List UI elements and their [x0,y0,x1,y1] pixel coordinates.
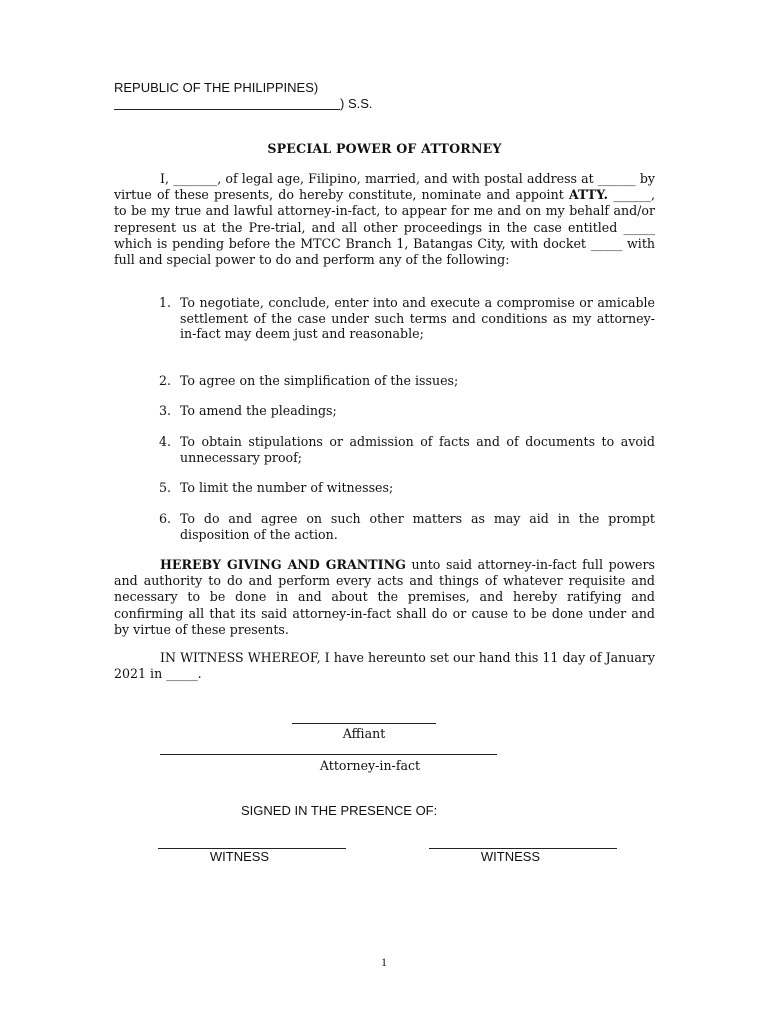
list-item-text: To do and agree on such other matters as may aid in the prompt disposition of the action. [180,511,655,542]
list-item-number: 2. [159,373,172,388]
witness-right-label: WITNESS [480,849,541,864]
intro-paragraph [114,171,655,268]
witness-left-label: WITNESS [209,849,270,864]
signed-presence-label: SIGNED IN THE PRESENCE OF: [241,803,438,818]
intro-atty: ATTY. [568,187,609,203]
list-item-number: 5. [159,480,172,495]
granting-text: unto said attorney-in-fact full powers and authority to do and perform every acts and things of whatever requisite and necessary to be done in and about the premises, and hereby ratifying and confirming all that its said attorney-in-fact shall do or cause to be done under and by virtue of these presents. [114,557,655,637]
list-item-text: To negotiate, conclude, enter into and execute a compromise or amicable settlement of the case under such terms and conditions as my attorney-in-fact may deem just and reasonable; [180,295,655,342]
intro-text-2: ______, to be my true and lawful attorney-in-fact, to appear for me and on my behalf and/or represent us at the Pre-trial, and all other proceedings in the case entitled _____ which is pending before the MTCC Branch 1, Batangas City, with docket _____ with full and special power to do and perform any of the following: [114,187,655,268]
list-item [159,480,655,496]
header-republic: REPUBLIC OF THE PHILIPPINES) [114,80,319,95]
affiant-signature-line [292,723,436,724]
page-number: 1 [381,955,387,969]
list-item [159,511,655,542]
list-item-number: 4. [159,434,172,449]
header-venue-line [114,109,340,110]
list-item [159,434,655,465]
witness-whereof-paragraph [114,650,655,682]
list-item-number: 1. [159,295,172,310]
header-ss: ) S.S. [340,96,373,111]
list-item-text: To agree on the simplification of the issues; [180,373,459,388]
granting-paragraph [114,557,655,638]
granting-bold: HEREBY GIVING AND GRANTING [160,557,406,572]
witness-whereof-text: IN WITNESS WHEREOF, I have hereunto set our hand this 11 day of January 2021 in _____. [114,650,655,682]
list-item-text: To limit the number of witnesses; [180,480,394,495]
list-item-text: To amend the pleadings; [180,403,337,418]
document-title: SPECIAL POWER OF ATTORNEY [267,141,502,156]
list-item-text: To obtain stipulations or admission of facts and of documents to avoid unnecessary proof; [180,434,655,465]
attorney-label: Attorney-in-fact [319,758,421,773]
list-item [159,295,655,342]
list-item [159,373,655,389]
list-item-number: 3. [159,403,172,418]
list-item-number: 6. [159,511,172,526]
intro-text-1: I, _______, of legal age, Filipino, married, and with postal address at ______ by virtue of these presents, do hereby constitute, nominate and appoint [114,171,655,203]
attorney-signature-line [160,754,497,755]
affiant-label: Affiant [342,726,386,741]
list-item [159,403,655,419]
